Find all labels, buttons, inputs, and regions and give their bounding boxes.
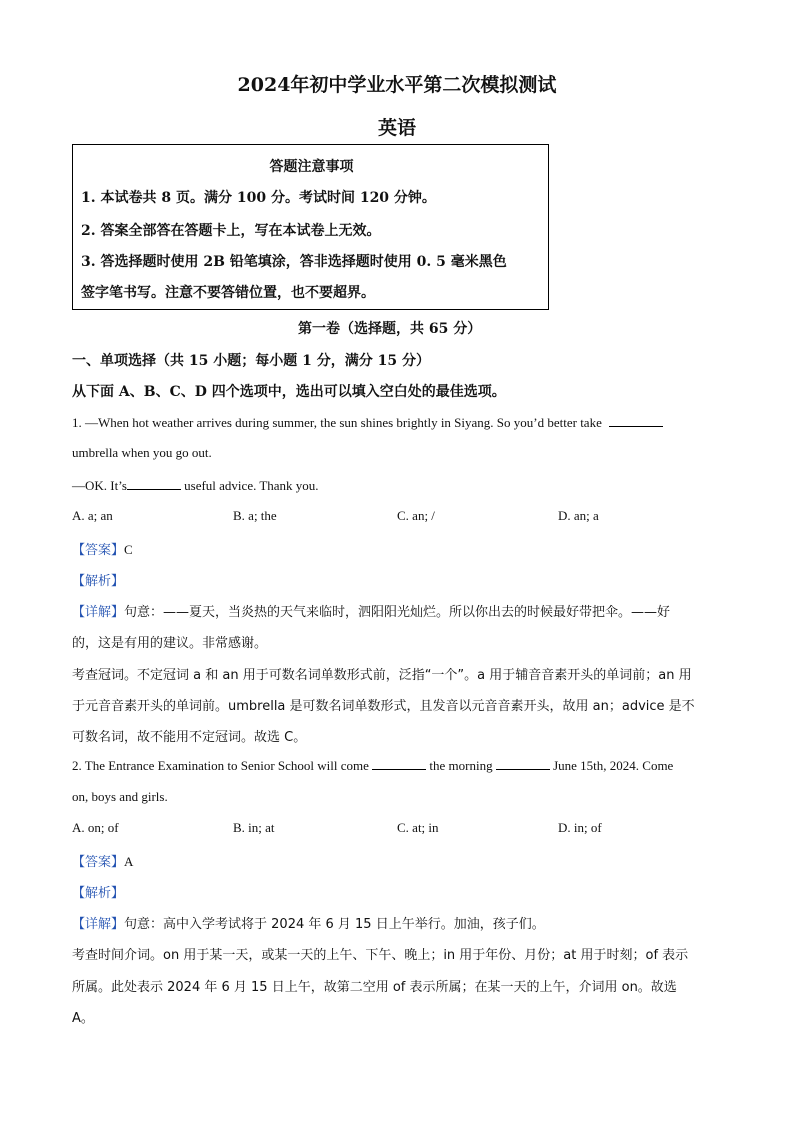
detail-text: 句意：——夏天，当炎热的天气来临时，泗阳阳光灿烂。所以你出去的时候最好带把伞。——好 [124,605,671,620]
section-heading: 一、单项选择（共 15 小题；每小题 1 分，满分 15 分） [72,353,430,369]
detail-line: 的，这是有用的建议。非常感谢。 [72,636,268,651]
option-c: C. at; in [397,820,439,835]
question-2-line1-mid: the morning [426,758,493,773]
notice-box [72,144,549,310]
option-b: B. a; the [233,508,277,523]
question-2-line1-start: 2. The Entrance Examination to Senior School will come [72,758,369,773]
question-1-line1: 1. —When hot weather arrives during summer, the sun shines brightly in Siyang. So you’d better take [72,415,602,430]
option-c: C. an; / [397,508,435,523]
answer-row [72,851,133,870]
question-1-line2: umbrella when you go out. [72,445,212,460]
detail-line [72,601,670,620]
option-d: D. in; of [558,820,602,835]
detail-text: 句意：高中入学考试将于 2024 年 6 月 15 日上午举行。加油，孩子们。 [124,917,545,932]
answer-blank [609,414,663,427]
notice-item: 1. 本试卷共 8 页。满分 100 分。考试时间 120 分钟。 [81,190,436,206]
notice-item: 签字笔书写。注意不要答错位置，也不要超界。 [81,285,375,301]
detail-line: 所属。此处表示 2024 年 6 月 15 日上午，故第二空用 of 表示所属；在某一天的上午，介词用 on。故选 [72,980,677,995]
detail-line: 考查时间介词。on 用于某一天，或某一天的上午、下午、晚上；in 用于年份、月份；at 用于时刻；of 表示 [72,948,689,963]
answer-blank [372,757,426,770]
option-a: A. a; an [72,508,113,523]
detail-tag: 【详解】 [72,605,125,620]
notice-title: 答题注意事项 [269,159,354,175]
answer-tag: 【答案】 [72,543,125,558]
detail-line: 可数名词，故不能用不定冠词。故选 C。 [72,730,307,745]
answer-row [72,539,133,558]
question-1-stem [72,414,663,431]
notice-item: 3. 答选择题时使用 2B 铅笔填涂，答非选择题时使用 0. 5 毫米黑色 [81,254,507,270]
option-b: B. in; at [233,820,275,835]
answer-value: A [124,854,134,869]
answer-blank [496,757,550,770]
analysis-tag: 【解析】 [72,886,125,901]
detail-line [72,913,545,932]
question-1-line3-start: —OK. It’s [72,478,127,493]
detail-tag: 【详解】 [72,917,125,932]
subject-title: 英语 [377,117,416,139]
answer-blank [127,477,181,490]
detail-line: 于元音音素开头的单词前。umbrella 是可数名词单数形式，且发音以元音音素开头，故用 an；advice 是不 [72,699,695,714]
exam-title: 2024年初中学业水平第二次模拟测试 [237,74,557,96]
detail-line: 考查冠词。不定冠词 a 和 an 用于可数名词单数形式前，泛指“一个”。a 用于辅音音素开头的单词前；an 用 [72,668,692,683]
question-1-line3-end: useful advice. Thank you. [180,478,319,493]
question-2-line2: on, boys and girls. [72,789,168,804]
notice-item: 2. 答案全部答在答题卡上，写在本试卷上无效。 [81,223,381,239]
answer-tag: 【答案】 [72,855,125,870]
part-title: 第一卷（选择题，共 65 分） [298,321,482,337]
detail-line: A。 [72,1011,94,1026]
answer-value: C [124,542,133,557]
option-a: A. on; of [72,820,119,835]
question-1-line3 [72,477,319,494]
question-2-line1-end: June 15th, 2024. Come [549,758,674,773]
option-d: D. an; a [558,508,599,523]
analysis-tag: 【解析】 [72,574,125,589]
section-instruction: 从下面 A、B、C、D 四个选项中，选出可以填入空白处的最佳选项。 [72,384,506,400]
question-2-stem [72,757,673,774]
